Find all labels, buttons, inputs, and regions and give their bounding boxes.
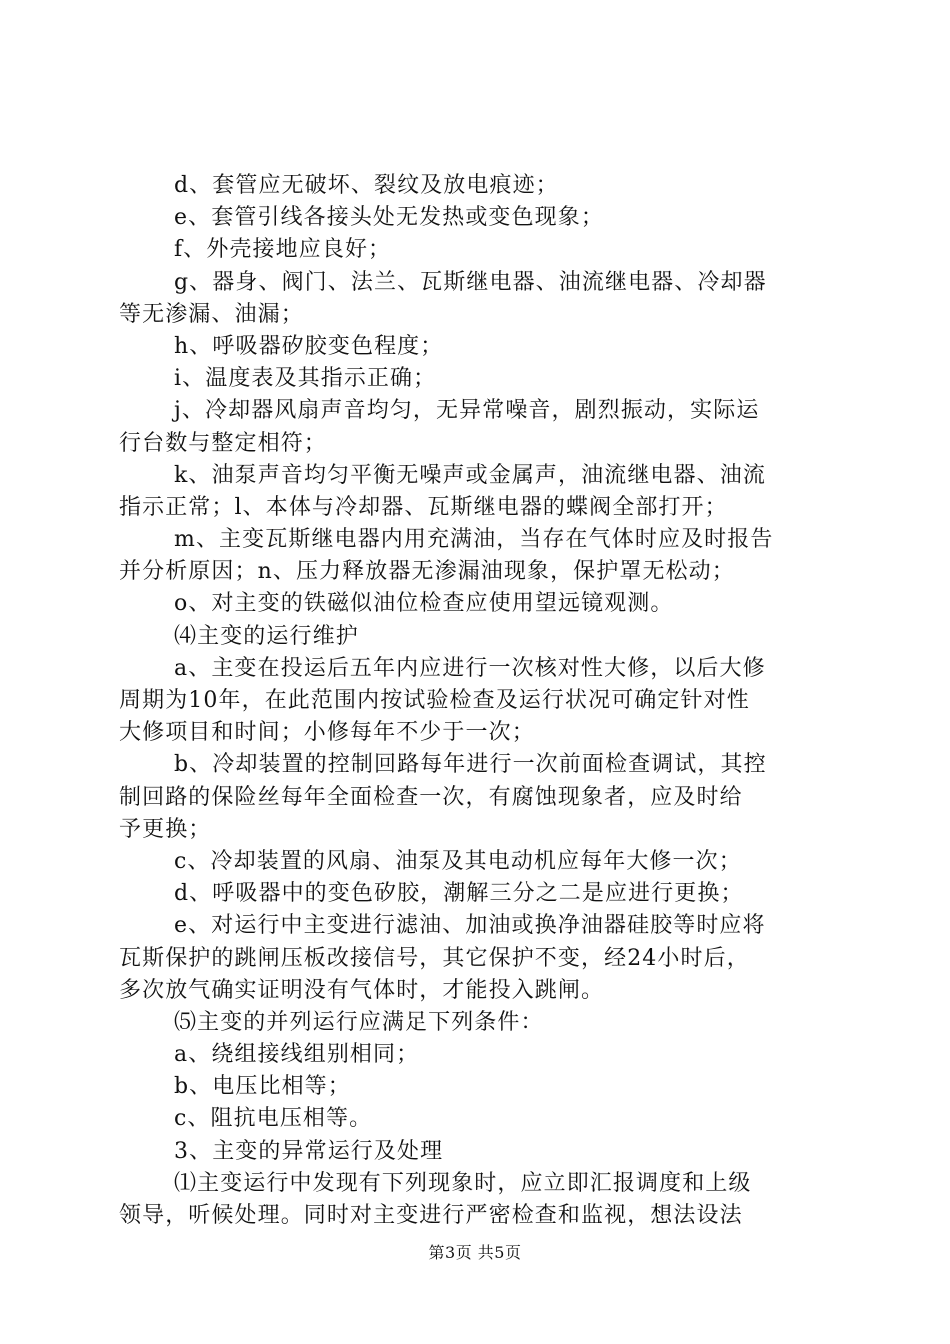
text-line: 领导，听候处理。同时对主变进行严密检查和监视，想法设法 — [119, 1203, 743, 1228]
text-line: 指示正常；l、本体与冷却器、瓦斯继电器的蝶阀全部打开； — [119, 494, 728, 520]
text-line: 瓦斯保护的跳闸压板改接信号，其它保护不变，经24小时后， — [119, 945, 750, 971]
text-line: 多次放气确实证明没有气体时，才能投入跳闸。 — [119, 977, 605, 1003]
text-line: e、对运行中主变进行滤油、加油或换净油器硅胶等时应将 — [174, 913, 766, 939]
text-line: 并分析原因；n、压力释放器无渗漏油现象，保护罩无松动； — [119, 559, 735, 585]
text-line: m、主变瓦斯继电器内用充满油，当存在气体时应及时报告 — [174, 527, 774, 553]
page-footer: 第3页 共5页 — [428, 1243, 522, 1262]
text-line: 行台数与整定相符； — [119, 430, 327, 456]
text-line: f、外壳接地应良好； — [174, 237, 392, 263]
text-line: a、绕组接线组别相同； — [174, 1042, 420, 1068]
text-line: e、套管引线各接头处无发热或变色现象； — [174, 205, 604, 231]
text-line: k、油泵声音均匀平衡无噪声或金属声，油流继电器、油流 — [174, 462, 766, 488]
text-line: 大修项目和时间；小修每年不少于一次； — [119, 720, 535, 746]
text-line: g、器身、阀门、法兰、瓦斯继电器、油流继电器、冷却器 — [174, 269, 767, 295]
text-line: c、阻抗电压相等。 — [174, 1106, 373, 1132]
text-line: ⑸主变的并列运行应满足下列条件： — [174, 1009, 544, 1035]
text-line: a、主变在投运后五年内应进行一次核对性大修，以后大修 — [174, 655, 766, 681]
text-line: h、呼吸器矽胶变色程度； — [174, 333, 444, 359]
document-body — [119, 170, 835, 1232]
text-line: b、冷却装置的控制回路每年进行一次前面检查调试，其控 — [174, 752, 767, 778]
text-line: d、套管应无破坏、裂纹及放电痕迹； — [174, 173, 559, 198]
text-line: ⑷主变的运行维护 — [174, 623, 359, 649]
text-line: 制回路的保险丝每年全面检查一次，有腐蚀现象者，应及时给 — [119, 784, 743, 810]
text-line: ⑴主变运行中发现有下列现象时，应立即汇报调度和上级 — [174, 1170, 752, 1196]
text-line: j、冷却器风扇声音均匀，无异常噪音，剧烈振动，实际运 — [174, 398, 760, 424]
text-line: b、电压比相等； — [174, 1074, 351, 1100]
text-line: 等无渗漏、油漏； — [119, 301, 304, 327]
text-line: 3、主变的异常运行及处理 — [174, 1138, 444, 1164]
text-line: d、呼吸器中的变色矽胶，潮解三分之二是应进行更换； — [174, 881, 744, 907]
text-line: 予更换； — [119, 816, 212, 842]
text-line: i、温度表及其指示正确； — [174, 366, 437, 392]
text-line: c、冷却装置的风扇、油泵及其电动机应每年大修一次； — [174, 848, 742, 874]
text-line: o、对主变的铁磁似油位检查应使用望远镜观测。 — [174, 591, 674, 617]
text-line: 周期为10年，在此范围内按试验检查及运行状况可确定针对性 — [119, 688, 750, 713]
